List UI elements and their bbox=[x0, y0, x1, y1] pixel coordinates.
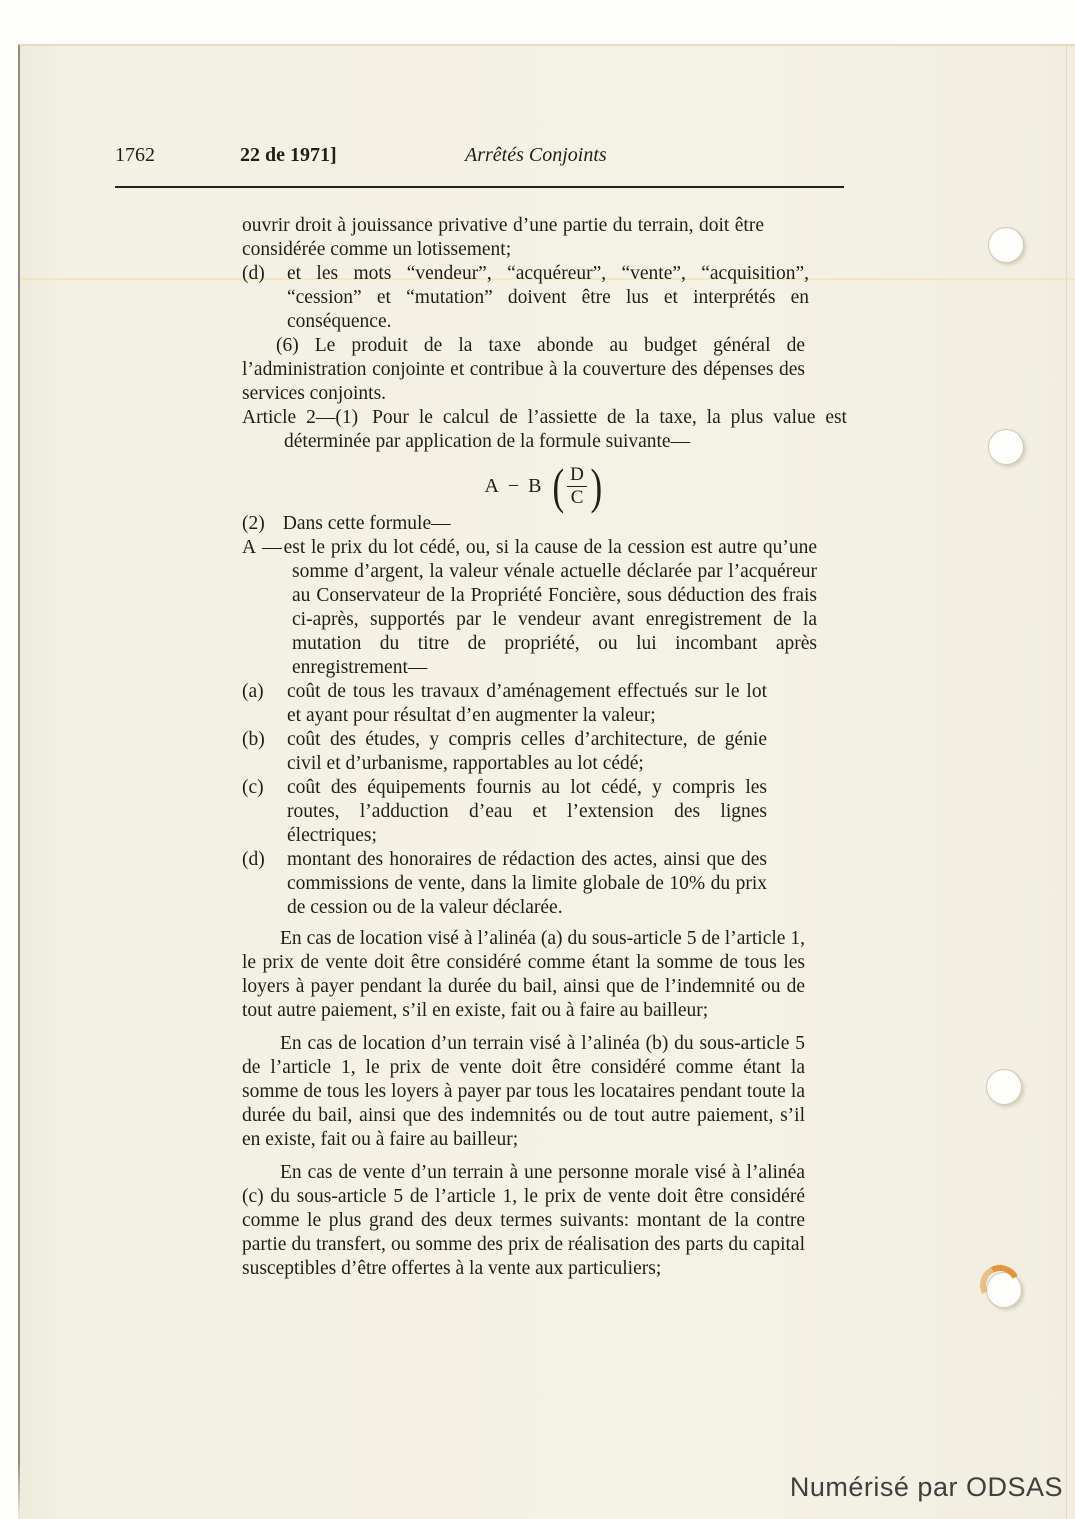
punch-hole bbox=[986, 1069, 1022, 1105]
definition-text: est le prix du lot cédé, ou, si la cause de la cession est autre qu’une somme d’argent, la valeur vénale actuelle déclarée par l’acquéreur au Conservateur de la Propriété Foncière, sous déduction des frais ci-après, supportés par le vendeur avant enregistrement de la mutation du titre de propriété, ou lui incombant après enregistrement— bbox=[283, 537, 817, 678]
paragraph-6 bbox=[242, 334, 805, 406]
paragraph-2 bbox=[242, 512, 847, 536]
definition-A bbox=[242, 536, 817, 680]
header-rule bbox=[115, 186, 844, 188]
document-page bbox=[18, 44, 1075, 1519]
formula-term-b: B bbox=[528, 475, 542, 497]
paragraph-location-b: En cas de location d’un terrain visé à l’alinéa (b) du sous-article 5 de l’article 1, le prix de vente doit être considéré comme étant la somme de tous les loyers à payer par tous les locataires pendant toute la durée du bail, ainsi que des indemnités ou de tout autre paiement, s’il en existe, fait ou à faire au bailleur; bbox=[242, 1033, 805, 1150]
scan-edge-shadow bbox=[18, 1459, 20, 1519]
punch-hole bbox=[988, 429, 1024, 465]
fraction-denominator: C bbox=[570, 486, 584, 508]
formula bbox=[242, 460, 847, 512]
paragraph-label: (6) bbox=[276, 335, 299, 356]
list-item-label: (d) bbox=[242, 849, 265, 870]
body-text-column bbox=[242, 214, 847, 1281]
formula-term-a: A bbox=[484, 475, 499, 497]
list-item-label: (c) bbox=[242, 777, 264, 798]
list-item-text: coût des études, y compris celles d’architecture, de génie civil et d’urbanisme, rapportables au lot cédé; bbox=[287, 729, 767, 774]
paragraph-label: (2) bbox=[242, 513, 265, 534]
list-item-text: montant des honoraires de rédaction des actes, ainsi que des commissions de vente, dans la limite globale de 10% du prix de cession ou de la valeur déclarée. bbox=[287, 849, 767, 918]
fraction bbox=[567, 465, 587, 508]
scan-credit: Numérisé par ODSAS bbox=[789, 1472, 1063, 1502]
definition-label: A bbox=[242, 537, 257, 558]
list-item-label: (d) bbox=[242, 263, 265, 284]
paragraph-text: Dans cette formule— bbox=[282, 513, 451, 534]
list-item-label: (b) bbox=[242, 729, 265, 750]
list-item-text: coût des équipements fournis au lot cédé, y compris les routes, l’adduction d’eau et l’extension des lignes électriques; bbox=[287, 777, 767, 846]
article-label: Article 2—(1) bbox=[242, 407, 359, 428]
issue-reference: 22 de 1971] bbox=[240, 144, 337, 166]
list-item-c bbox=[242, 776, 767, 848]
list-item-d2 bbox=[242, 848, 767, 920]
list-item-d bbox=[242, 262, 809, 334]
punch-hole bbox=[988, 227, 1024, 263]
punch-hole-rust bbox=[986, 1272, 1022, 1308]
running-title: Arrêtés Conjoints bbox=[465, 144, 607, 166]
list-item-text: et les mots “vendeur”, “acquéreur”, “vente”, “acquisition”, “cession” et “mutation” doivent être lus et interprétés en conséquence. bbox=[287, 263, 809, 332]
article-2-heading bbox=[242, 406, 847, 454]
fraction-numerator: D bbox=[567, 465, 587, 487]
list-item-text: coût de tous les travaux d’aménagement effectués sur le lot et ayant pour résultat d’en augmenter la valeur; bbox=[287, 681, 767, 726]
close-parenthesis: ) bbox=[590, 458, 603, 514]
paragraph-text: Le produit de la taxe abonde au budget général de l’administration conjointe et contribue à la couverture des dépenses des services conjoints. bbox=[242, 335, 805, 404]
list-item-a bbox=[242, 680, 767, 728]
paragraph-location-a: En cas de location visé à l’alinéa (a) du sous-article 5 de l’article 1, le prix de vente doit être considéré comme étant la somme de tous les loyers à payer pendant la durée du bail, ainsi que de l’indemnité ou de tout autre paiement, s’il en existe, fait ou à faire au bailleur; bbox=[242, 928, 805, 1021]
article-text: Pour le calcul de l’assiette de la taxe, la plus value est déterminée par application de la formule suivante— bbox=[284, 407, 847, 452]
paragraph-continuation: ouvrir droit à jouissance privative d’une partie du terrain, doit être considérée comme un lotissement; bbox=[242, 215, 764, 260]
rust-stain bbox=[975, 1260, 1025, 1310]
scan-fold-line bbox=[1066, 46, 1067, 1519]
minus-operator: − bbox=[507, 475, 520, 497]
open-parenthesis: ( bbox=[552, 458, 564, 514]
paragraph-vente-c: En cas de vente d’un terrain à une personne morale visé à l’alinéa (c) du sous-article 5 de l’article 1, le prix de vente doit être considéré comme le plus grand des deux termes suivants: montant de la contre partie du transfert, ou somme des prix de réalisation des parts du capital susceptibles d’être offertes à la vente aux particuliers; bbox=[242, 1162, 805, 1279]
list-item-b bbox=[242, 728, 767, 776]
list-item-label: (a) bbox=[242, 681, 264, 702]
page-number: 1762 bbox=[115, 144, 155, 166]
definition-dash: — bbox=[262, 537, 282, 558]
